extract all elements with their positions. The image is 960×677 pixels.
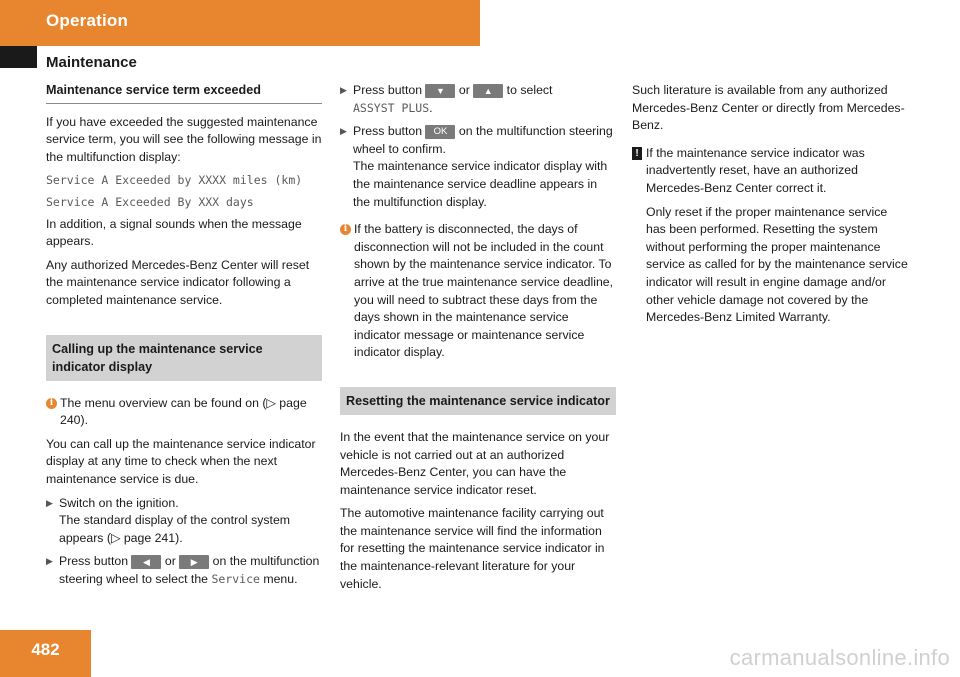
info-note: i The menu overview can be found on (▷ page 240).	[46, 395, 322, 430]
paragraph: In addition, a signal sounds when the message appears.	[46, 216, 302, 249]
paragraph: In the event that the maintenance service on your vehicle is not carried out at an authorized Mercedes-Benz Center, you can have the maintenance service indicator reset.	[340, 429, 610, 497]
down-button-icon: ▼	[425, 84, 455, 98]
menu-name: Service	[211, 571, 260, 586]
subheading-term-exceeded: Maintenance service term exceeded	[46, 82, 322, 104]
section-marker	[0, 46, 37, 68]
info-icon: i	[46, 398, 57, 409]
step-arrow-icon: ▶	[340, 85, 347, 95]
section-title: Maintenance	[46, 54, 137, 71]
step-item: ▶ Press button ◀ or ▶ on the multifunction steering wheel to select the Service menu.	[46, 554, 320, 586]
info-icon: i	[340, 224, 351, 235]
warning-note: ! If the maintenance service indicator was inadvertently reset, have an authorized Mercedes-Benz Center correct it.	[632, 145, 910, 198]
chapter-title: Operation	[46, 11, 129, 30]
up-button-icon: ▲	[473, 84, 503, 98]
display-message: Service A Exceeded by XXXX miles (km)	[46, 173, 303, 188]
info-note: i If the battery is disconnected, the days of disconnection will not be included in the count shown by the maintenance service indicator. To arrive at the true maintenance service deadline, you will need to subtract these days from the days shown in the maintenance service indicator message or maintenance service indicator display.	[340, 221, 616, 362]
paragraph: Any authorized Mercedes-Benz Center will reset the maintenance service indicator following a completed maintenance service.	[46, 257, 310, 307]
step-arrow-icon: ▶	[340, 126, 347, 137]
step-arrow-icon: ▶	[46, 556, 53, 567]
column-3	[632, 82, 910, 333]
left-button-icon: ◀	[131, 555, 161, 569]
menu-item-name: ASSYST PLUS	[353, 100, 430, 115]
step-item: ▶ Switch on the ignition. The standard display of the control system appears (▷ page 241).	[46, 495, 291, 545]
heading-box-calling-up: Calling up the maintenance service indicator display	[46, 335, 322, 381]
display-message: Service A Exceeded By XXX days	[46, 194, 254, 209]
step-item: ▶ Press button OK on the multifunction steering wheel to confirm. The maintenance service indicator display with the maintenance service deadline appears in the multifunction display.	[340, 124, 613, 209]
right-button-icon: ▶	[179, 555, 209, 569]
paragraph: The automotive maintenance facility carrying out the maintenance service will find the information for resetting the maintenance service indicator in the maintenance-relevant literature for your vehicle.	[340, 506, 605, 591]
warning-note-continued: Only reset if the proper maintenance service has been performed. Resetting the system without performing the proper maintenance service as called for by the maintenance service indicator will result in engine damage and/or other vehicle damage not covered by the Mercedes-Benz Limited Warranty.	[646, 204, 908, 325]
ok-button-icon: OK	[425, 125, 455, 139]
warning-icon: !	[632, 147, 642, 160]
paragraph: You can call up the maintenance service indicator display at any time to check when the next maintenance service is due.	[46, 436, 316, 486]
paragraph: Such literature is available from any authorized Mercedes-Benz Center or directly from Mercedes-Benz.	[632, 83, 905, 133]
watermark: carmanualsonline.info	[729, 645, 950, 670]
paragraph: If you have exceeded the suggested maintenance service term, you will see the following message in the multifunction display:	[46, 114, 322, 164]
page-number: 482	[31, 640, 60, 659]
step-item: ▶ Press button ▼ or ▲ to select ASSYST PLUS.	[340, 83, 553, 115]
column-2	[340, 82, 616, 599]
column-1	[46, 82, 322, 594]
heading-box-resetting: Resetting the maintenance service indicator	[340, 387, 616, 415]
step-arrow-icon: ▶	[46, 497, 53, 508]
